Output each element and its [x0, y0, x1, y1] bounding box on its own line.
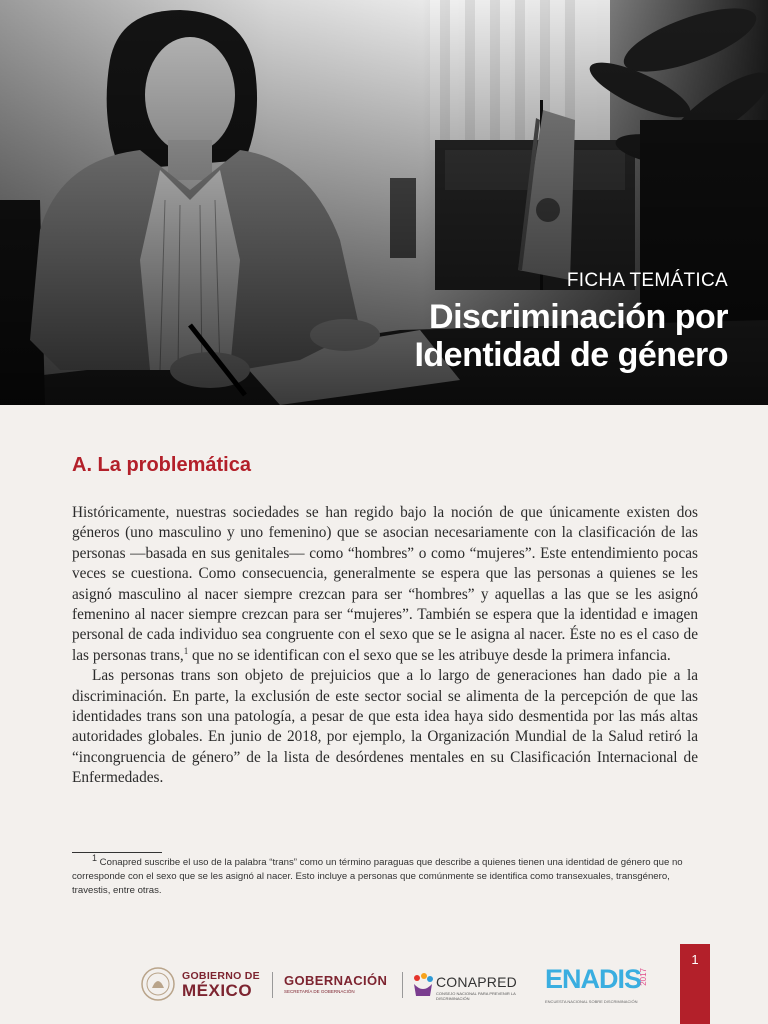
- body-text: [72, 503, 698, 789]
- gobernacion-name: GOBERNACIÓN: [284, 973, 388, 988]
- paragraph-2: Las personas trans son objeto de prejuicios que a lo largo de generaciones han dado pie a la discriminación. En parte, la exclusión de este sector social se alimenta de la percepción de que las identidades trans son una patología, a pesar de que esta idea haya sido desmentida por las más altas autoridades globales. En junio de 2018, por ejemplo, la Organización Mundial de la Salud retiró la “incongruencia de género” de la lista de desórdenes mentales en su Clasificación Internacional de Enfermedades.: [72, 667, 698, 787]
- document-title: [414, 298, 728, 374]
- enadis-subtitle: ENCUESTA NACIONAL SOBRE DISCRIMINACIÓN: [545, 999, 638, 1004]
- logo-separator: [402, 972, 403, 998]
- enadis-year: 2017: [639, 968, 648, 986]
- enadis-wordmark: ENADIS: [545, 964, 642, 994]
- section-heading: A. La problemática: [72, 454, 251, 476]
- footnote-text: Conapred suscribe el uso de la palabra “trans” como un término paraguas que describe a quienes tienen una identidad de género que no corresponde con el sexo que se les asignó al nacer. Esto incluye a personas que comúnmente se identifica como transexuales, transgénero, travestis, entre otras.: [72, 857, 683, 896]
- conapred-subtitle: CONSEJO NACIONAL PARA PREVENIR LA DISCRIMINACIÓN: [436, 991, 516, 1001]
- footnote-divider: [72, 852, 162, 853]
- page-number-tab: [680, 944, 710, 1024]
- document-kicker: FICHA TEMÁTICA: [566, 270, 728, 291]
- conapred-people-icon: [412, 972, 434, 998]
- document-title-line-1: Discriminación por: [429, 298, 728, 336]
- footnote: [72, 852, 698, 898]
- hero-text-block: [414, 270, 728, 374]
- gobernacion-subtitle: SECRETARÍA DE GOBERNACIÓN: [284, 989, 355, 994]
- page-number: 1: [691, 952, 699, 967]
- gobierno-de-mexico-logo: [140, 966, 265, 1006]
- conapred-name: CONAPRED: [436, 974, 517, 990]
- paragraph-1: [72, 503, 698, 666]
- enadis-logo: [545, 964, 655, 1010]
- footer-logos: [140, 960, 660, 1010]
- logo-separator: [272, 972, 273, 998]
- gob-line-2: MÉXICO: [182, 981, 253, 1000]
- header-photo: [0, 0, 768, 405]
- document-title-line-2: Identidad de género: [414, 336, 728, 374]
- gobernacion-logo: [284, 973, 387, 994]
- footnote-marker: 1: [92, 852, 98, 863]
- gob-line-1: GOBIERNO DE: [182, 970, 260, 982]
- mexico-seal-icon: [140, 966, 176, 1002]
- paragraph-1-text-a: Históricamente, nuestras sociedades se han regido bajo la noción de que únicamente existen dos géneros (uno masculino y uno femenino) que se asocian necesariamente con la clasificación de las personas —basada en sus genitales— como “hombres” o como “mujeres”. Este entendimiento pocas veces se cuestiona. Como consecuencia, generalmente se espera que las personas a quienes se les asignó masculino al nacer siempre crezcan para ser “hombres” y aquellas a las que se les asignó femenino al nacer siempre crezcan para ser “mujeres”. También se espera que la identidad e imagen personal de cada individuo sea congruente con el sexo que se le asigna al nacer. Éste no es el caso de las personas trans,: [72, 504, 698, 664]
- paragraph-1-text-b: que no se identifican con el sexo que se les atribuye desde la primera infancia.: [188, 646, 671, 664]
- footnote-reference[interactable]: 1: [183, 645, 189, 656]
- conapred-logo: [412, 972, 517, 1003]
